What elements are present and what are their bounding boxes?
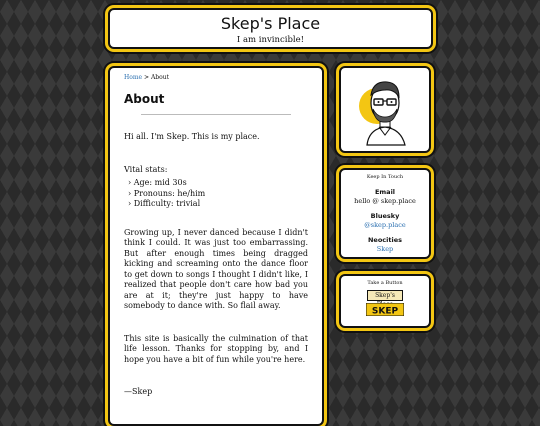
intro-text: Hi all. I'm Skep. This is my place. (124, 132, 260, 141)
body-paragraph: This site is basically the culmination of that life lesson. Thanks for stopping by, and I hope you have a bit of fun while you're here. (124, 333, 308, 364)
avatar (347, 73, 423, 147)
breadcrumb-separator: > (144, 74, 150, 81)
breadcrumb-current: About (150, 74, 170, 81)
list-item: › Age: mid 30s (128, 178, 308, 189)
site-button-skeps-place[interactable]: Skep's (367, 290, 403, 301)
site-title[interactable]: Skep's Place (220, 14, 321, 33)
email-label: Email (374, 188, 396, 196)
signature: —Skep (124, 387, 153, 396)
body-paragraph: Growing up, I never danced because I didn't think I could. It was just too embarrassing. But after enough times being dragged kicking and screaming onto the dance floor to get down to songs I thought I didn't like, I realized that people don't care how bad you are at it; they're just happy to have somebody to dance with. So flail away. (124, 227, 308, 310)
neocities-link[interactable]: Skep (376, 245, 394, 253)
email-value: hello @ skep.place (354, 197, 416, 205)
list-item: › Pronouns: he/him (128, 189, 308, 200)
vital-stats-title: Vital stats: (124, 164, 168, 174)
site-button-skep-label: SKEP (371, 306, 399, 316)
contact-title: Keep In Touch (366, 174, 404, 180)
neocities-label: Neocities (367, 236, 402, 244)
bluesky-label: Bluesky (370, 212, 400, 220)
avatar-box (339, 66, 431, 153)
site-header (108, 8, 433, 49)
vital-stats-list (124, 178, 308, 210)
list-item: › Difficulty: trivial (128, 199, 308, 210)
site-button-skep[interactable] (366, 303, 404, 316)
breadcrumb (124, 74, 308, 81)
buttons-title: Take a Button (367, 280, 403, 286)
page-title: About (124, 92, 165, 106)
breadcrumb-home-link[interactable]: Home (124, 74, 143, 81)
site-tagline: I am invincible! (236, 35, 305, 45)
contact-box (339, 168, 431, 259)
bluesky-link[interactable]: @skep.place (364, 221, 406, 229)
main-content (108, 66, 324, 426)
buttons-box (339, 274, 431, 328)
heading-divider (141, 114, 291, 115)
